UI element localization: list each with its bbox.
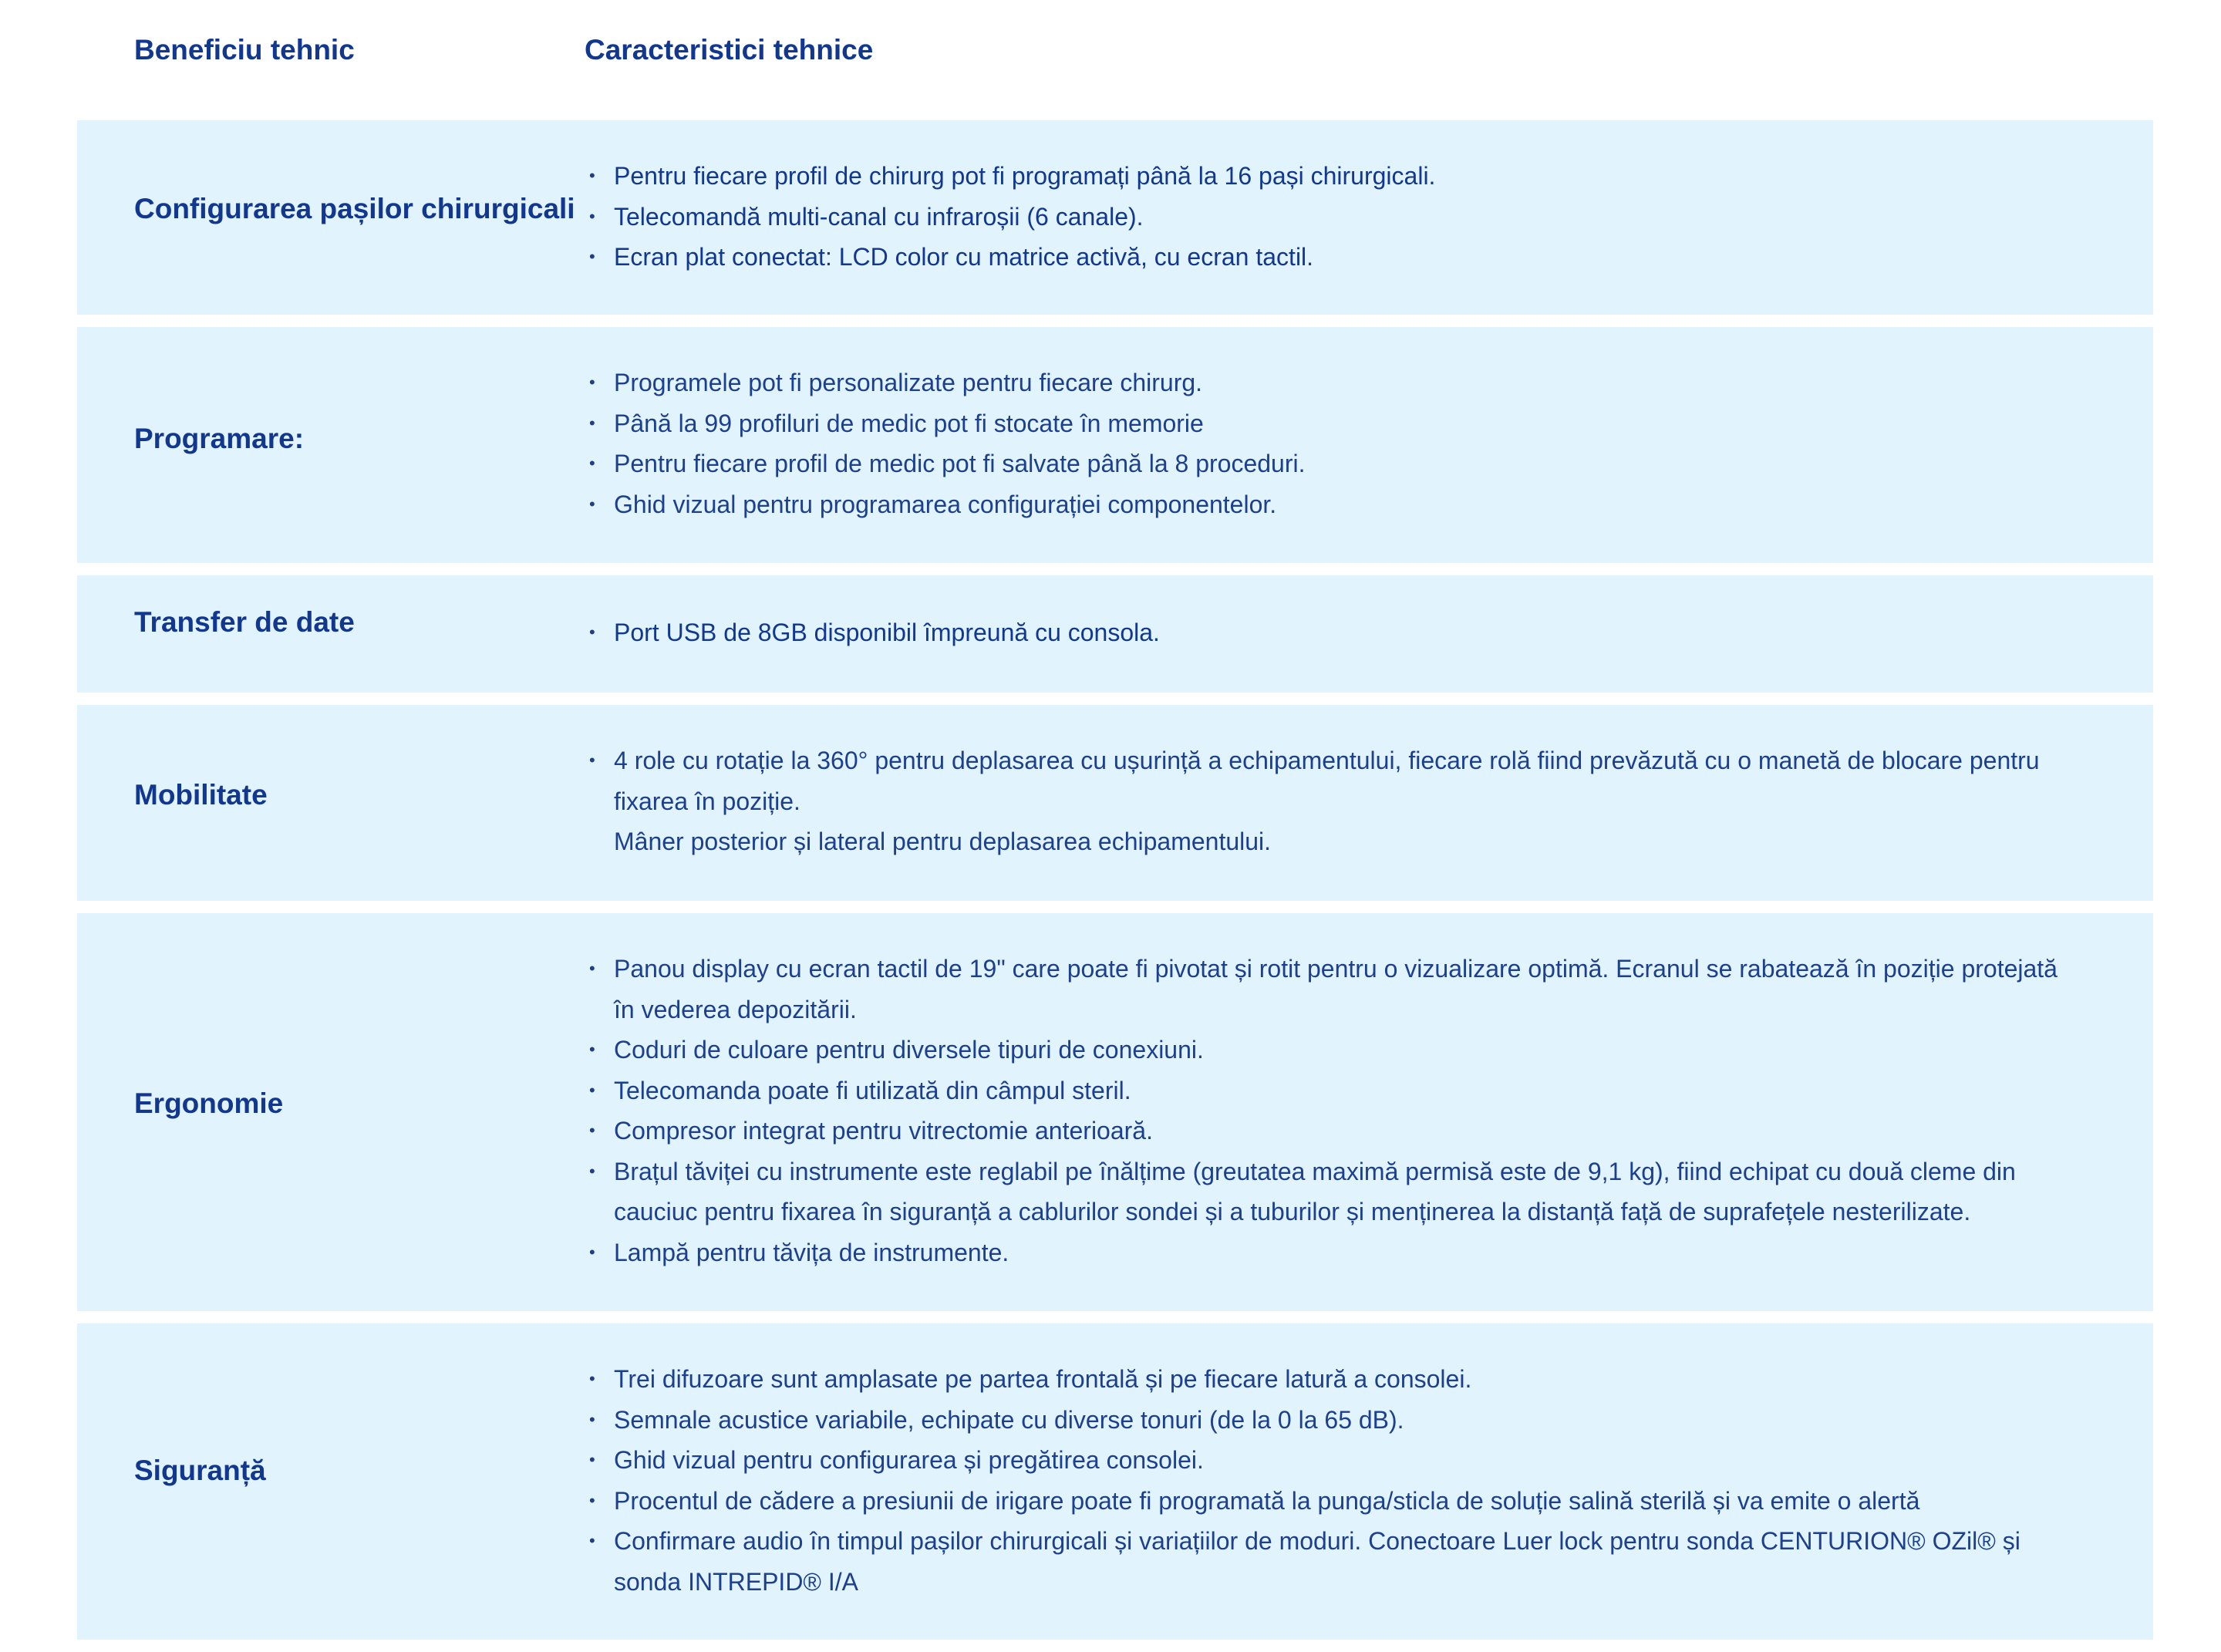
list-item: • Semnale acustice variabile, echipate cu diverse tonuri (de la 0 la 65 dB). xyxy=(585,1400,2061,1441)
table-row xyxy=(77,1323,2153,1640)
benefit-label: Ergonomie xyxy=(134,1087,284,1119)
feature-list xyxy=(585,740,2061,862)
bullet-icon: • xyxy=(589,166,595,185)
bullet-icon: • xyxy=(589,1242,595,1262)
list-item: • Ghid vizual pentru programarea configurației componentelor. xyxy=(585,484,2061,525)
bullet-icon: • xyxy=(589,622,595,642)
list-item: Mâner posterior și lateral pentru deplasarea echipamentului. xyxy=(614,828,1272,855)
bullet-icon: • xyxy=(589,1450,595,1469)
list-item: • Lampă pentru tăvița de instrumente. xyxy=(585,1232,2061,1273)
bullet-icon: • xyxy=(589,1161,595,1181)
list-item: • Brațul tăviței cu instrumente este reglabil pe înălțime (greutatea maximă permisă este de 9,1 kg), fiind echipat cu două cleme din cauciuc pentru fixarea în siguranță a cablurilor sondei și a tuburilor și menținerea la distanță față de suprafețele nesterilizate. xyxy=(585,1151,2061,1232)
list-item: • Panou display cu ecran tactil de 19" care poate fi pivotat și rotit pentru o vizualizare optimă. Ecranul se rabatează în poziție protejată în vederea depozitării. xyxy=(585,949,2061,1030)
benefit-label: Mobilitate xyxy=(134,779,268,811)
list-item: • Pentru fiecare profil de chirurg pot fi programați până la 16 pași chirurgicali. xyxy=(585,156,2061,197)
header-benefit: Beneficiu tehnic xyxy=(134,34,355,66)
bullet-icon: • xyxy=(589,206,595,226)
bullet-icon: • xyxy=(589,959,595,978)
feature-list xyxy=(585,612,2061,653)
feature-list xyxy=(585,156,2061,278)
benefit-label: Siguranță xyxy=(134,1455,266,1486)
list-item: • Programele pot fi personalizate pentru fiecare chirurg. xyxy=(585,362,2061,403)
list-item: • Telecomanda poate fi utilizată din câmpul steril. xyxy=(585,1070,2061,1111)
header-features: Caracteristici tehnice xyxy=(585,34,874,66)
list-item: • Port USB de 8GB disponibil împreună cu consola. xyxy=(585,612,2061,653)
table-row xyxy=(77,120,2153,315)
feature-list xyxy=(585,362,2061,524)
bullet-icon: • xyxy=(589,373,595,392)
bullet-icon: • xyxy=(589,1369,595,1388)
list-item: • Ecran plat conectat: LCD color cu matrice activă, cu ecran tactil. xyxy=(585,237,2061,278)
table-row xyxy=(77,327,2153,563)
bullet-icon: • xyxy=(589,750,595,770)
bullet-icon: • xyxy=(589,1531,595,1550)
bullet-icon: • xyxy=(589,453,595,473)
spec-table xyxy=(77,120,2153,1652)
list-item: • Compresor integrat pentru vitrectomie anterioară. xyxy=(585,1111,2061,1151)
table-row xyxy=(77,705,2153,901)
bullet-icon: • xyxy=(589,1121,595,1140)
list-item: • Coduri de culoare pentru diversele tipuri de conexiuni. xyxy=(585,1030,2061,1070)
bullet-icon: • xyxy=(589,494,595,514)
benefit-label: Transfer de date xyxy=(134,606,355,638)
benefit-label: Configurarea pașilor chirurgicali xyxy=(134,193,575,224)
table-header xyxy=(0,34,2221,80)
bullet-icon: • xyxy=(589,1080,595,1100)
list-item: • Pentru fiecare profil de medic pot fi salvate până la 8 proceduri. xyxy=(585,443,2061,484)
list-item: • Procentul de cădere a presiunii de irigare poate fi programată la punga/sticla de soluție salină sterilă și va emite o alertă xyxy=(585,1481,2061,1522)
list-item: • Ghid vizual pentru configurarea și pregătirea consolei. xyxy=(585,1440,2061,1481)
list-item: • Trei difuzoare sunt amplasate pe partea frontală și pe fiecare latură a consolei. xyxy=(585,1359,2061,1400)
list-item: • Confirmare audio în timpul pașilor chirurgicali și variațiilor de moduri. Conectoare Luer lock pentru sonda CENTURION® OZil® și sonda INTREPID® I/A xyxy=(585,1521,2061,1602)
benefit-label: Programare: xyxy=(134,423,305,454)
bullet-icon: • xyxy=(589,413,595,433)
bullet-icon: • xyxy=(589,247,595,266)
feature-list xyxy=(585,1359,2061,1602)
list-item: • Până la 99 profiluri de medic pot fi stocate în memorie xyxy=(585,403,2061,444)
table-row xyxy=(77,913,2153,1311)
feature-list xyxy=(585,949,2061,1273)
list-item: • Telecomandă multi-canal cu infraroșii (6 canale). xyxy=(585,197,2061,238)
table-row xyxy=(77,575,2153,693)
bullet-icon: • xyxy=(589,1040,595,1059)
list-item: • 4 role cu rotație la 360° pentru deplasarea cu ușurință a echipamentului, fiecare rolă fiind prevăzută cu o manetă de blocare pentru fixarea în poziție. xyxy=(585,740,2061,821)
bullet-icon: • xyxy=(589,1409,595,1429)
bullet-icon: • xyxy=(589,1490,595,1510)
